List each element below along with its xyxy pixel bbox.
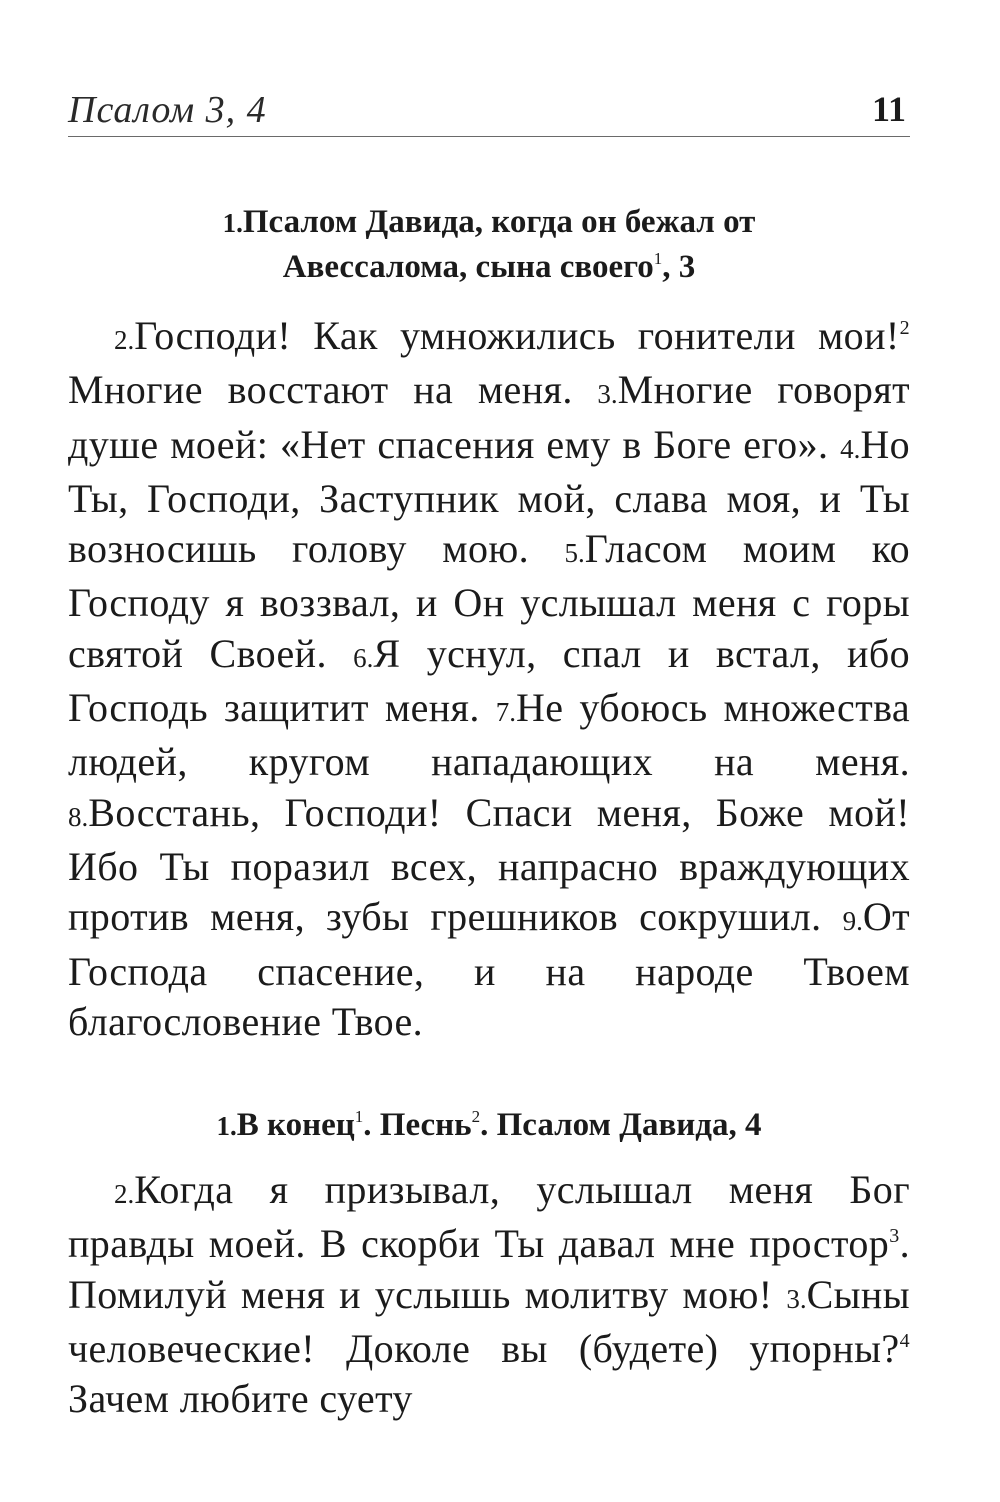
heading-line-2-tail: , 3 <box>662 249 696 285</box>
verse-text: Но Ты, Господи, Заступник мой, слава моя, и Ты возносишь голову мою. <box>68 421 910 572</box>
verse-number: 3. <box>786 1283 807 1314</box>
verse-text: Господи! Как умножились гонители мои! <box>134 313 900 358</box>
psalm-3-heading <box>68 200 910 289</box>
footnote-marker: 2 <box>471 1107 481 1126</box>
verse-number: 8. <box>68 801 89 832</box>
verse-text: Зачем любите суету <box>68 1376 413 1422</box>
verse-number: 4. <box>840 433 861 464</box>
verse-number: 9. <box>842 906 863 937</box>
psalm-4-text <box>68 1165 910 1424</box>
heading-text: В конец <box>236 1107 355 1143</box>
heading-text: . Псалом Давида, 4 <box>480 1107 762 1143</box>
footnote-marker: 1 <box>354 1107 364 1126</box>
verse-text: Многие говорят душе моей: «Нет спасения ему в Боге его». <box>68 367 911 467</box>
verse-text: Гласом моим ко Господу я воззвал, и Он услышал меня с горы святой Своей. <box>68 526 910 676</box>
verse-number: 3. <box>597 379 618 410</box>
footnote-marker: 3 <box>889 1225 900 1248</box>
verse-number: 2. <box>114 1179 135 1209</box>
verse-number: 1. <box>216 1111 237 1141</box>
psalm-3-text <box>68 311 910 1047</box>
footnote-marker: 1 <box>653 249 663 268</box>
verse-text: . Помилуй меня и услышь молитву мою! <box>68 1221 910 1317</box>
verse-number: 1. <box>222 208 243 238</box>
verse-number: 5. <box>564 538 585 569</box>
verse-text: Не убоюсь множества людей, кругом нападающих на меня. <box>68 685 911 785</box>
verse-number: 7. <box>495 697 516 728</box>
verse-text: Многие восстают на меня. <box>68 367 598 413</box>
running-title: Псалом 3, 4 <box>68 89 267 131</box>
heading-text: . Песнь <box>363 1107 472 1143</box>
verse-text: Я уснул, спал и встал, ибо Господь защитит меня. <box>68 630 910 731</box>
verse-number: 6. <box>353 642 374 673</box>
footnote-marker: 4 <box>899 1329 910 1352</box>
verse-text: Когда я призывал, услышал меня Бог правды моей. В скорби Ты давал мне простор <box>68 1167 910 1267</box>
running-header <box>68 80 910 137</box>
verse-number: 2. <box>114 325 135 355</box>
verse-text: Восстань, Господи! Спаси меня, Боже мой! Ибо Ты поразил всех, напрасно враждующих против меня, зубы грешников сокрушил. <box>68 789 910 940</box>
psalm-4-heading <box>68 1103 910 1148</box>
heading-line-2: Авессалома, сына своего <box>282 249 654 285</box>
verse-text: От Господа спасение, и на народе Твоем благословение Твое. <box>68 894 910 1044</box>
heading-line-1: Псалом Давида, когда он бежал от <box>242 204 756 240</box>
page-number: 11 <box>871 89 906 129</box>
footnote-marker: 2 <box>899 317 910 339</box>
verse-text: Сыны человеческие! Доколе вы (будете) упорны? <box>68 1271 910 1371</box>
